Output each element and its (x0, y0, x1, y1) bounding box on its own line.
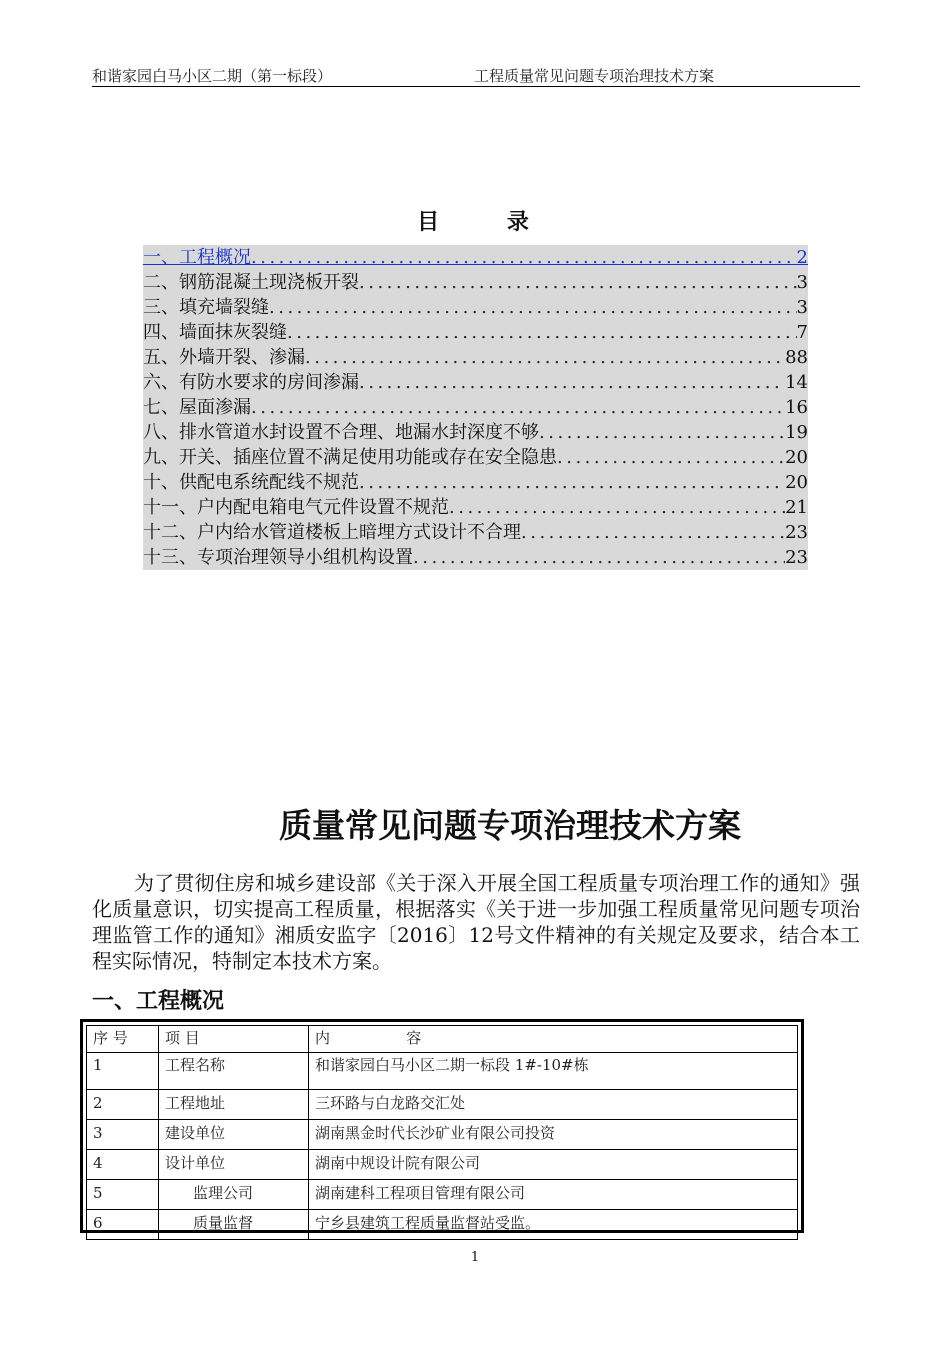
cell-item: 工程地址 (159, 1090, 309, 1120)
table-row (87, 1053, 798, 1090)
section-heading: 一、工程概况 (92, 989, 225, 1014)
toc-item-title: 七、屋面渗漏 (143, 397, 251, 418)
toc-item-page: 14 (785, 372, 808, 393)
toc-leader-dots (359, 271, 797, 295)
toc-title: 目 录 (417, 210, 559, 235)
toc-leader-dots (305, 346, 785, 370)
cell-item: 工程名称 (159, 1053, 309, 1090)
page-header (92, 66, 860, 87)
toc-leader-dots (251, 246, 797, 270)
header-project-name: 和谐家园白马小区二期（第一标段） (92, 67, 333, 85)
toc-item-10[interactable] (143, 470, 808, 495)
toc-item-1[interactable] (143, 245, 808, 270)
toc-item-13[interactable] (143, 545, 808, 570)
cell-content: 湖南中规设计院有限公司 (309, 1150, 798, 1180)
toc-item-12[interactable] (143, 520, 808, 545)
toc-item-page: 20 (785, 472, 808, 493)
cell-content: 和谐家园白马小区二期一标段 1#-10#栋 (309, 1053, 798, 1090)
cell-index: 3 (87, 1120, 159, 1150)
toc-item-page: 3 (796, 272, 808, 293)
toc-item-4[interactable] (143, 320, 808, 345)
cell-content: 湖南建科工程项目管理有限公司 (309, 1180, 798, 1210)
toc-item-8[interactable] (143, 420, 808, 445)
toc-item-3[interactable] (143, 295, 808, 320)
cell-item: 设计单位 (159, 1150, 309, 1180)
toc-item-title: 八、排水管道水封设置不合理、地漏水封深度不够 (143, 422, 539, 443)
toc-item-title: 十二、户内给水管道楼板上暗埋方式设计不合理 (143, 522, 521, 543)
cell-index: 2 (87, 1090, 159, 1120)
cell-item: 建设单位 (159, 1120, 309, 1150)
page-number: 1 (470, 1250, 480, 1265)
toc-item-page: 21 (785, 497, 808, 518)
document-title: 质量常见问题专项治理技术方案 (279, 806, 741, 845)
toc-leader-dots (251, 396, 785, 420)
toc-leader-dots (269, 296, 797, 320)
toc-item-title: 二、钢筋混凝土现浇板开裂 (143, 272, 359, 293)
toc-item-title: 十一、户内配电箱电气元件设置不规范 (143, 497, 449, 518)
toc-item-page: 16 (785, 397, 808, 418)
toc-item-title: 六、有防水要求的房间渗漏 (143, 372, 359, 393)
toc-leader-dots (413, 546, 785, 570)
toc-leader-dots (449, 496, 785, 520)
table-header-row (87, 1026, 798, 1053)
toc-item-title: 九、开关、插座位置不满足使用功能或存在安全隐患 (143, 447, 557, 468)
toc-item-2[interactable] (143, 270, 808, 295)
toc-item-page: 23 (785, 547, 808, 568)
cell-item: 监理公司 (159, 1180, 309, 1210)
header-document-title: 工程质量常见问题专项治理技术方案 (474, 67, 715, 85)
toc-item-7[interactable] (143, 395, 808, 420)
toc-item-page: 7 (796, 322, 808, 343)
toc-item-page: 3 (796, 297, 808, 318)
toc-leader-dots (287, 321, 797, 345)
toc-leader-dots (539, 421, 785, 445)
toc-item-title: 一、工程概况 (143, 247, 251, 268)
toc-item-title: 三、填充墙裂缝 (143, 297, 269, 318)
toc-item-11[interactable] (143, 495, 808, 520)
toc-leader-dots (557, 446, 785, 470)
project-overview-table (80, 1019, 804, 1233)
cell-index: 1 (87, 1053, 159, 1090)
header-cell-index: 序 号 (87, 1026, 159, 1053)
toc-item-page: 20 (785, 447, 808, 468)
toc-item-page: 88 (785, 347, 808, 368)
table-of-contents (143, 245, 808, 570)
toc-item-page: 23 (785, 522, 808, 543)
cell-content: 宁乡县建筑工程质量监督站受监。 (309, 1210, 798, 1240)
cell-index: 4 (87, 1150, 159, 1180)
toc-item-page: 2 (796, 247, 808, 268)
toc-leader-dots (521, 521, 785, 545)
toc-item-6[interactable] (143, 370, 808, 395)
intro-paragraph: 为了贯彻住房和城乡建设部《关于深入开展全国工程质量专项治理工作的通知》强化质量意识，切实提高工程质量，根据落实《关于进一步加强工程质量常见问题专项治理监管工作的通知》湘质安监字〔2016〕12号文件精神的有关规定及要求，结合本工程实际情况，特制定本技术方案。 (92, 871, 860, 973)
toc-item-5[interactable] (143, 345, 808, 370)
toc-item-title: 十三、专项治理领导小组机构设置 (143, 547, 413, 568)
header-cell-item: 项 目 (159, 1026, 309, 1053)
cell-index: 5 (87, 1180, 159, 1210)
toc-item-title: 四、墙面抹灰裂缝 (143, 322, 287, 343)
toc-item-page: 19 (785, 422, 808, 443)
toc-item-9[interactable] (143, 445, 808, 470)
table-row (87, 1150, 798, 1180)
toc-item-title: 十、供配电系统配线不规范 (143, 472, 359, 493)
table-row (87, 1090, 798, 1120)
table-row (87, 1120, 798, 1150)
table-row (87, 1210, 798, 1240)
cell-item: 质量监督 (159, 1210, 309, 1240)
toc-item-title: 五、外墙开裂、渗漏 (143, 347, 305, 368)
cell-content: 湖南黑金时代长沙矿业有限公司投资 (309, 1120, 798, 1150)
table-row (87, 1180, 798, 1210)
header-cell-content: 内 容 (309, 1026, 798, 1053)
cell-index: 6 (87, 1210, 159, 1240)
cell-content: 三环路与白龙路交汇处 (309, 1090, 798, 1120)
toc-leader-dots (359, 371, 785, 395)
toc-leader-dots (359, 471, 785, 495)
